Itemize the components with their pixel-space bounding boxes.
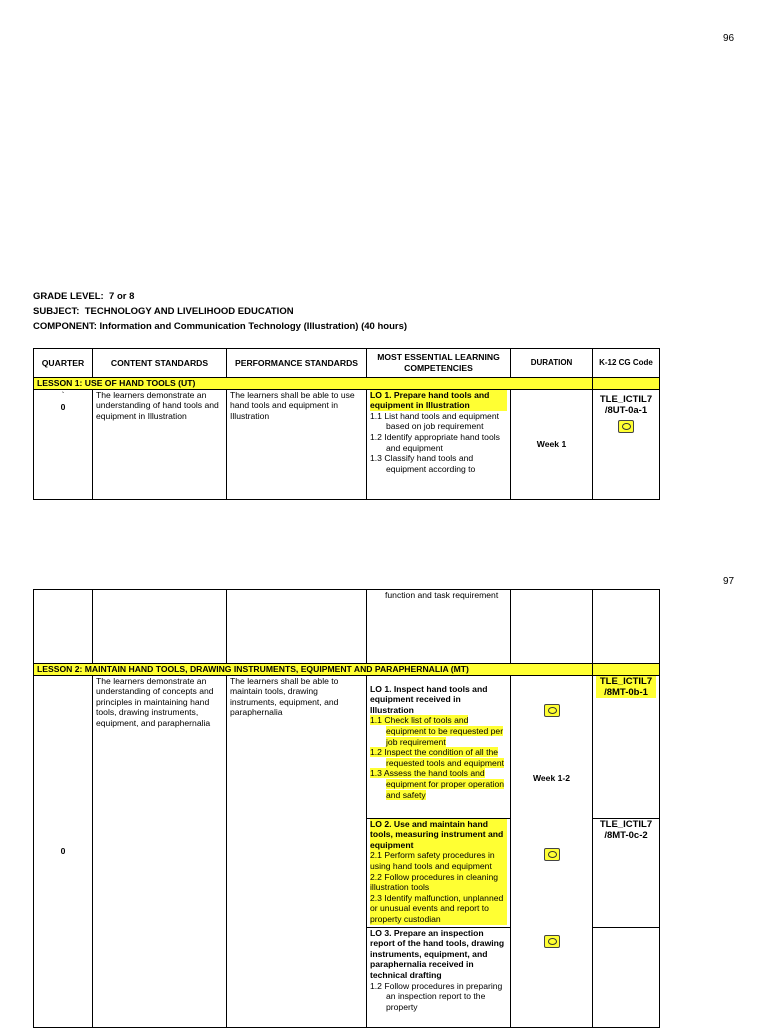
subject-label: SUBJECT: <box>33 306 80 317</box>
performance-standard: The learners shall be able to maintain tools, drawing instruments, equipment, and paraphernalia <box>227 675 367 1027</box>
empty-cell <box>34 590 93 664</box>
empty-cell <box>227 590 367 664</box>
component-line <box>33 321 407 332</box>
continuation-text: function and task requirement <box>367 590 511 664</box>
header-duration: DURATION <box>511 349 593 378</box>
lo-3-title: LO 3. Prepare an inspection report of the hand tools, drawing instruments, equipment, and paraphernalia received in technical drafting <box>370 927 505 980</box>
competency-item: 2.1 Perform safety procedures in using hand tools and equipment <box>370 850 507 871</box>
competencies-cell <box>367 389 511 499</box>
header-content-standards: CONTENT STANDARDS <box>93 349 227 378</box>
k12-code: TLE_ICTIL7 /8MT-0b-1 <box>596 676 656 698</box>
empty-cell <box>511 590 593 664</box>
lo-1-cell <box>367 675 511 818</box>
quarter-mark: ` <box>61 389 65 400</box>
lo-2-cell <box>367 818 511 927</box>
curriculum-table-page-97 <box>33 589 660 1028</box>
competency-item: 1.2 Follow procedures in preparing an inspection report to the property <box>370 980 503 1012</box>
lo-2-title: LO 2. Use and maintain hand tools, measuring instrument and equipment <box>370 819 507 851</box>
quarter-cell <box>34 389 93 499</box>
competency-item: 1.2 Identify appropriate hand tools and equipment <box>370 431 500 453</box>
quarter-value: 0 <box>60 402 66 413</box>
code-cell-lo1 <box>593 675 660 818</box>
lesson-1-title: LESSON 1: USE OF HAND TOOLS (UT) <box>34 378 593 390</box>
comment-icon[interactable] <box>544 935 560 948</box>
comment-icon[interactable] <box>618 420 634 433</box>
competency-item: 1.3 Assess the hand tools and equipment for proper operation and safety <box>370 768 505 800</box>
empty-cell <box>93 590 227 664</box>
lesson-2-code-cell <box>593 664 660 676</box>
k12-code: TLE_ICTIL7 /8UT-0a-1 <box>599 393 653 416</box>
subject-value: TECHNOLOGY AND LIVELIHOOD EDUCATION <box>84 306 294 317</box>
lesson-2-title: LESSON 2: MAINTAIN HAND TOOLS, DRAWING INSTRUMENTS, EQUIPMENT AND PARAPHERNALIA (MT) <box>34 664 593 676</box>
lesson-1-code-cell <box>593 378 660 390</box>
page-number: 97 <box>723 576 735 587</box>
k12-code: TLE_ICTIL7 /8MT-0c-2 <box>599 818 653 841</box>
header-competencies: MOST ESSENTIAL LEARNING COMPETENCIES <box>367 349 511 378</box>
header-performance-standards: PERFORMANCE STANDARDS <box>227 349 367 378</box>
grade-level-line <box>33 291 134 302</box>
empty-cell <box>593 590 660 664</box>
competency-item: 2.3 Identify malfunction, unplanned or unusual events and report to property custodian <box>370 893 507 925</box>
subject-line <box>33 306 294 317</box>
header-quarter: QUARTER <box>34 349 93 378</box>
performance-standard: The learners shall be able to use hand tools and equipment in Illustration <box>227 389 367 499</box>
comment-icon[interactable] <box>544 848 560 861</box>
content-standard: The learners demonstrate an understanding of concepts and principles in maintaining hand tools, drawing instruments, equipment, and paraphernalia <box>93 675 227 1027</box>
duration-cell <box>511 675 593 1027</box>
duration-cell: Week 1 <box>511 389 593 499</box>
lo-1-title: LO 1. Prepare hand tools and equipment in Illustration <box>370 390 507 411</box>
comment-icon[interactable] <box>544 704 560 717</box>
page-number: 96 <box>723 33 735 44</box>
code-cell <box>593 389 660 499</box>
duration-value: Week 1-2 <box>532 773 571 784</box>
component-label: COMPONENT: <box>33 321 97 332</box>
code-cell-lo2 <box>593 818 660 927</box>
competency-item: 1.3 Classify hand tools and equipment according to <box>370 453 476 474</box>
grade-level-label: GRADE LEVEL: <box>33 291 104 302</box>
competency-item: 2.2 Follow procedures in cleaning illustration tools <box>370 872 507 893</box>
competency-item: 1.1 Check list of tools and equipment to be requested per job requirement <box>370 715 504 747</box>
lo-1-title: LO 1. Inspect hand tools and equipment received in Illustration <box>370 683 488 715</box>
grade-level-value: 7 or 8 <box>109 291 135 302</box>
header-code: K-12 CG Code <box>593 349 660 378</box>
competency-item: 1.1 List hand tools and equipment based on job requirement <box>370 410 499 432</box>
quarter-value: 0 <box>34 675 93 1027</box>
content-standard: The learners demonstrate an understanding of hand tools and equipment in Illustration <box>93 389 227 499</box>
empty-code-cell <box>593 927 660 1027</box>
lo-3-cell <box>367 927 511 1027</box>
competency-item: 1.2 Inspect the condition of all the requested tools and equipment <box>370 747 505 768</box>
curriculum-table-page-96 <box>33 348 660 500</box>
component-value: Information and Communication Technology (Illustration) (40 hours) <box>99 321 408 332</box>
